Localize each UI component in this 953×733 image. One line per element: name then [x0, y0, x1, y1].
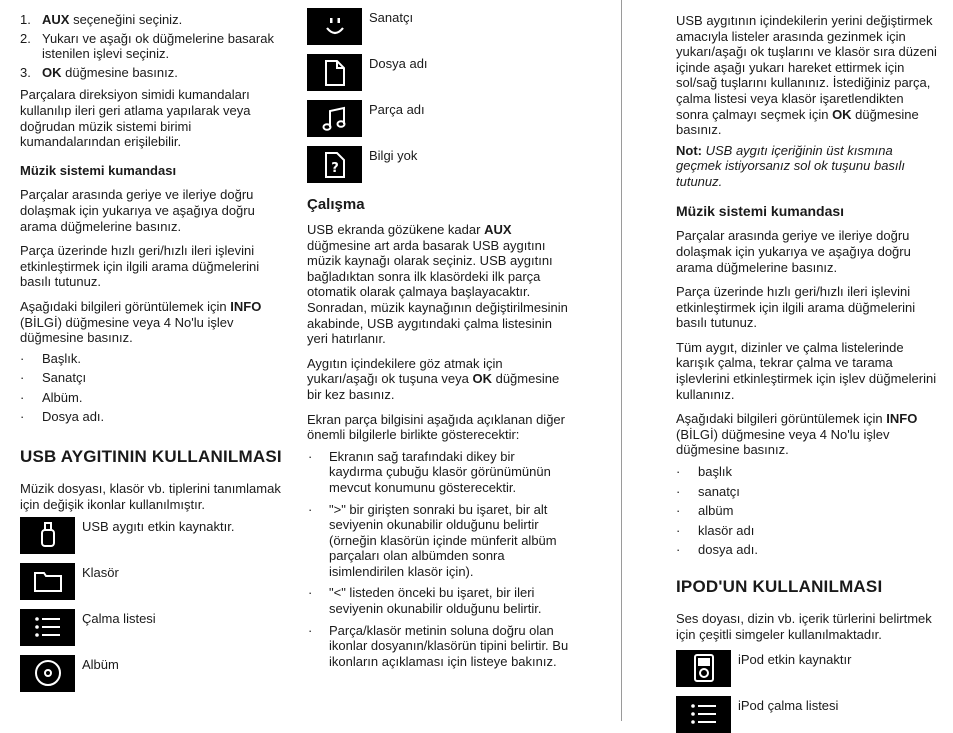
fast-forward-paragraph: Parça üzerinde hızlı geri/hızlı ileri işlevini etkinleştirmek için ilgili arama düğmelerini basılı tutunuz. — [20, 243, 260, 290]
info-bullet-list — [20, 351, 288, 425]
section-title-ipod: IPOD'UN KULLANILMASI — [676, 577, 883, 597]
icons-intro-paragraph: Müzik dosyası, klasör vb. tiplerini tanımlamak için değişik ikonlar kullanılmıştır. — [20, 481, 281, 513]
list-item: · başlık — [676, 464, 732, 480]
list-item: · "<" listeden önceki bu işaret, bir ileri seviyenin okunabilir olduğunu belirtir. — [308, 585, 542, 617]
folder-icon — [20, 563, 75, 600]
screen-info-paragraph: Ekran parça bilgisini aşağıda açıklanan diğer önemli bilgilerle birlikte gösterecektir: — [307, 411, 565, 443]
icon-row: Klasör — [20, 563, 288, 600]
column-3 — [676, 13, 938, 733]
step-item: 3. OK düğmesine basınız. — [20, 64, 178, 80]
icon-row: Çalma listesi — [20, 609, 288, 646]
operation-paragraph: USB ekranda gözükene kadar AUX düğmesine art arda basarak USB aygıtını müzik kaynağı olarak seçiniz. USB aygıtını bağladıktan sonra ilk klasördeki ilk parça otomatik olarak çalmaya başlayacaktır. Sonradan, müzik kaynağının değiştirilmesinin akabinde, USB aygıtındaki çalma listesinin yeri hatırlanır. — [307, 222, 568, 347]
ipod-playlist-icon — [676, 696, 731, 733]
list-item: · sanatçı — [676, 483, 740, 499]
list-item: · Sanatçı — [20, 370, 87, 386]
usb-icon — [20, 517, 75, 554]
list-item: · albüm — [676, 503, 734, 519]
list-item: · Albüm. — [20, 389, 83, 405]
list-item: · Başlık. — [20, 350, 82, 366]
icon-row: USB aygıtı etkin kaynaktır. — [20, 517, 288, 554]
ipod-icon — [676, 650, 731, 687]
column-2 — [307, 8, 571, 675]
controls-heading: Müzik sistemi kumandası — [676, 202, 845, 219]
icons-intro-paragraph: Ses doyası, dizin vb. içerik türlerini belirtmek için çeşitli simgeler kullanılmaktadır. — [676, 611, 932, 642]
fast-forward-paragraph: Parça üzerinde hızlı geri/hızlı ileri işlevini etkinleştirmek için ilgili arama düğmelerini basılı tutunuz. — [676, 284, 916, 331]
icon-row: iPod çalma listesi — [676, 696, 938, 733]
browse-paragraph: Aygıtın içindekilere göz atmak için yukarı/aşağı ok tuşuna veya OK düğmesine bir kez basınız. — [307, 355, 560, 402]
list-item: · ">" bir girişten sonraki bu işaret, bir alt seviyenin okunabilir olduğunu belirtir (örneğin klasörün içinde münferit albüm parçaları olan albümden sonra isimlendirilen klasör için). — [308, 501, 557, 579]
icon-row: Sanatçı — [307, 8, 571, 45]
list-item: · Parça/klasör metinin soluna doğru olan ikonlar dosyanın/klasörün tipini belirtir. Bu ikonların açıklaması için listeye bakınız. — [308, 622, 569, 669]
steering-paragraph: Parçalara direksiyon simidi kumandaları kullanılıp ileri geri atlama yapılarak veya doğrudan müzik sistemi birimi kumandalarından erişilebilir. — [20, 87, 251, 150]
music-note-icon — [307, 100, 362, 137]
icon-row: ? Bilgi yok — [307, 146, 571, 183]
operation-heading: Çalışma — [307, 196, 365, 213]
section-title-usb: USB AYGITININ KULLANILMASI — [20, 447, 282, 467]
controls-heading: Müzik sistemi kumandası — [20, 162, 177, 178]
no-info-icon — [307, 146, 362, 183]
icon-row: Dosya adı — [307, 54, 571, 91]
list-item: · dosya adı. — [676, 542, 758, 558]
column-divider — [621, 0, 622, 721]
list-item: · Ekranın sağ tarafındaki dikey bir kaydırma çubuğu klasör görünümünün mevcut konumunu gösterecektir. — [308, 448, 551, 495]
reorder-paragraph: USB aygıtının içindekilerin yerini değiştirmek amacıyla listeler arasında gezinmek için yukarı/aşağı ok tuşlarını ve klasör sıra düzeni içinde aşağı yukarı hareket ettirmek için sol/sağ tuşlarını kullanınız. İstediğiniz parça, çalma listesi veya klasör işaretlendikten sonra çalmayı seçmek için OK düğmesine basınız. — [676, 13, 937, 138]
file-icon — [307, 54, 362, 91]
info-bullet-list — [676, 464, 938, 558]
svg-text:?: ? — [330, 160, 339, 176]
artist-face-icon — [307, 8, 362, 45]
playlist-icon — [20, 609, 75, 646]
step-item: 2. Yukarı ve aşağı ok düğmelerine basarak istenilen işlevi seçiniz. — [20, 30, 274, 62]
skip-paragraph: Parçalar arasında geriye ve ileriye doğru dolaşmak için yukarıya ve aşağıya doğru arama düğmelerine basınız. — [676, 228, 911, 275]
shuffle-paragraph: Tüm aygıt, dizinler ve çalma listelerinde karışık çalma, tekrar çalma ve tarama işlevlerini etkinleştirmek için işlev düğmelerini kullanınız. — [676, 339, 937, 402]
icon-row: Parça adı — [307, 100, 571, 137]
list-item: · Dosya adı. — [20, 409, 105, 425]
note-paragraph: Not: USB aygıtı içeriğinin üst kısmına geçmek istiyorsanız sol ok tuşunu basılı tutunuz. — [676, 142, 906, 189]
aux-steps-list — [20, 12, 288, 80]
list-item: · klasör adı — [676, 522, 755, 538]
column-1 — [20, 0, 288, 692]
step-item: 1. AUX seçeneğini seçiniz. — [20, 12, 183, 27]
info-paragraph: Aşağıdaki bilgileri görüntülemek için INFO (BİLGİ) düğmesine veya 4 No'lu işlev düğmesine basınız. — [20, 298, 262, 346]
skip-paragraph: Parçalar arasında geriye ve ileriye doğru dolaşmak için yukarıya ve aşağıya doğru arama düğmelerine basınız. — [20, 187, 255, 234]
album-disc-icon — [20, 655, 75, 692]
icon-row: Albüm — [20, 655, 288, 692]
screen-info-list — [307, 449, 571, 670]
icon-row: iPod etkin kaynaktır — [676, 650, 938, 687]
info-paragraph: Aşağıdaki bilgileri görüntülemek için INFO (BİLGİ) düğmesine veya 4 No'lu işlev düğmesine basınız. — [676, 411, 918, 458]
